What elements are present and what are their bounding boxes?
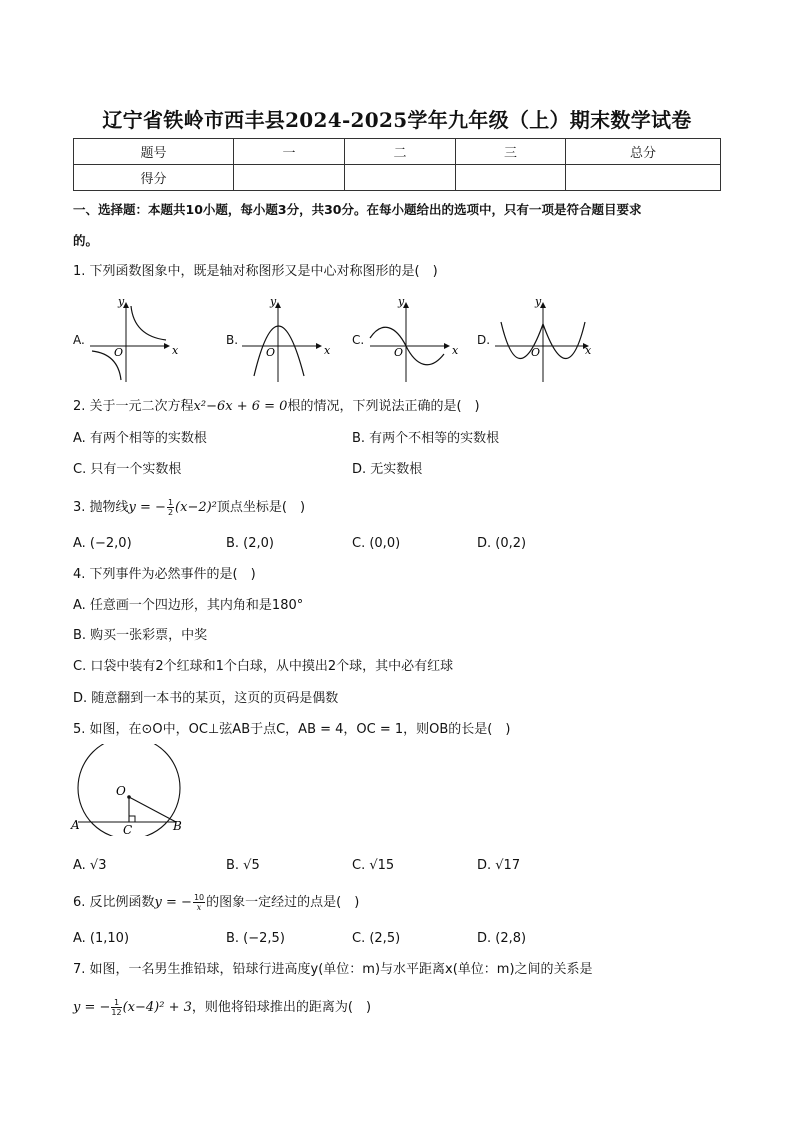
origin-label: O	[266, 346, 276, 359]
fraction-numerator: 10	[193, 893, 205, 902]
segment-ob	[129, 797, 176, 822]
q7-fraction	[111, 998, 121, 1017]
score-header-cell: 二	[345, 139, 456, 165]
score-row-label: 得分	[74, 165, 234, 191]
q2-option-a: A. 有两个相等的实数根	[73, 431, 207, 446]
origin-label: O	[114, 346, 124, 359]
q5-option-c: C. √15	[352, 858, 395, 873]
fraction-numerator: 1	[111, 998, 121, 1008]
q3-stem-pre: 3. 抛物线	[73, 500, 129, 515]
y-label: y	[118, 296, 125, 308]
right-angle-mark	[129, 816, 135, 822]
q3-stem	[73, 498, 305, 517]
score-cell	[234, 165, 345, 191]
y-label: y	[535, 296, 542, 308]
q4-option-d: D. 随意翻到一本书的某页，这页的页码是偶数	[73, 691, 339, 706]
x-arrow-icon	[316, 343, 322, 349]
x-label: x	[324, 344, 331, 357]
q6-option-b: B. (−2,5)	[226, 931, 285, 946]
center-point	[127, 795, 131, 799]
score-cell	[456, 165, 566, 191]
q1-option-b-label: B.	[226, 333, 239, 347]
q6-stem	[73, 893, 359, 912]
q6-stem-post: 的图象一定经过的点是( )	[206, 895, 360, 910]
label-c: C	[123, 823, 133, 836]
x-arrow-icon	[164, 343, 170, 349]
score-header-cell: 一	[234, 139, 345, 165]
score-table-header-row	[74, 139, 721, 165]
curve	[131, 306, 166, 340]
q6-option-d: D. (2,8)	[477, 931, 527, 946]
x-arrow-icon	[444, 343, 450, 349]
exam-title: 辽宁省铁岭市西丰县2024-2025学年九年级（上）期末数学试卷	[102, 108, 692, 132]
fraction-denominator: 12	[111, 1008, 122, 1017]
q2-option-b: B. 有两个不相等的实数根	[352, 431, 500, 446]
label-b: B	[173, 819, 182, 833]
y-label: y	[398, 296, 405, 308]
q5-option-d: D. √17	[477, 858, 521, 873]
q1-option-a-label: A.	[73, 333, 85, 347]
q3-fraction	[167, 498, 174, 517]
q7-stem-line1: 7. 如图，一名男生推铅球，铅球行进高度y(单位：m)与水平距离x(单位：m)之间的关系是	[73, 962, 593, 977]
q6-option-c: C. (2,5)	[352, 931, 401, 946]
x-label: x	[585, 344, 592, 357]
score-cell	[566, 165, 721, 191]
fraction-denominator: 2	[167, 508, 174, 517]
fraction-denominator: x	[196, 903, 202, 912]
q1-graph-b	[240, 296, 335, 384]
q4-stem: 4. 下列事件为必然事件的是( )	[73, 567, 256, 582]
q7-stem-post: ，则他将铅球推出的距离为( )	[191, 1000, 372, 1015]
q2-stem-pre: 2. 关于一元二次方程	[73, 399, 194, 414]
q5-circle-figure	[70, 744, 190, 836]
q2-stem	[73, 398, 480, 416]
score-table-score-row	[74, 165, 721, 191]
q4-option-c: C. 口袋中装有2个红球和1个白球，从中摸出2个球，其中必有红球	[73, 659, 454, 674]
score-header-cell: 总分	[566, 139, 721, 165]
q3-stem-post: 顶点坐标是( )	[216, 500, 306, 515]
q7-eq-post: (x−4)² + 3	[122, 1000, 192, 1015]
q5-option-a: A. √3	[73, 858, 107, 873]
score-table	[73, 138, 721, 191]
q1-stem: 1. 下列函数图象中，既是轴对称图形又是中心对称图形的是( )	[73, 264, 438, 279]
q2-stem-post: 根的情况，下列说法正确的是( )	[287, 399, 480, 414]
q1-option-d-label: D.	[477, 333, 491, 347]
q6-fraction	[193, 893, 205, 912]
q3-option-b: B. (2,0)	[226, 536, 275, 551]
q2-equation: x²−6x + 6 = 0	[193, 399, 288, 414]
q3-option-a: A. (−2,0)	[73, 536, 132, 551]
x-label: x	[172, 344, 179, 357]
q4-option-b: B. 购买一张彩票，中奖	[73, 628, 208, 643]
q7-eq-pre: y = −	[73, 1000, 111, 1015]
score-cell	[345, 165, 456, 191]
label-o: O	[116, 784, 126, 798]
score-header-cell: 题号	[74, 139, 234, 165]
score-header-cell: 三	[456, 139, 566, 165]
section-heading-line1: 一、选择题：本题共10小题，每小题3分，共30分。在每小题给出的选项中，只有一项是符合题目要求	[73, 202, 642, 217]
q3-eq-post: (x−2)²	[175, 500, 217, 515]
origin-label: O	[394, 346, 404, 359]
curve	[254, 326, 304, 376]
q6-stem-pre: 6. 反比例函数	[73, 895, 155, 910]
q5-stem: 5. 如图，在⊙O中，OC⊥弦AB于点C，AB = 4，OC = 1，则OB的长是( )	[73, 722, 511, 737]
q1-graph-a	[88, 296, 183, 384]
origin-label: O	[531, 346, 541, 359]
q3-option-c: C. (0,0)	[352, 536, 401, 551]
label-a: A	[71, 818, 80, 832]
q6-option-a: A. (1,10)	[73, 931, 130, 946]
y-label: y	[270, 296, 277, 308]
q1-graph-d	[493, 296, 598, 384]
fraction-numerator: 1	[167, 498, 174, 507]
q3-option-d: D. (0,2)	[477, 536, 527, 551]
section-heading-line2: 的。	[73, 233, 99, 248]
q7-stem-line2	[73, 998, 371, 1017]
x-label: x	[452, 344, 459, 357]
q3-eq-pre: y = −	[128, 500, 166, 515]
q4-option-a: A. 任意画一个四边形，其内角和是180°	[73, 598, 304, 613]
q5-option-b: B. √5	[226, 858, 260, 873]
q2-option-d: D. 无实数根	[352, 462, 423, 477]
q6-eq-pre: y = −	[154, 895, 192, 910]
q1-option-c-label: C.	[352, 333, 365, 347]
q1-graph-c	[368, 296, 463, 384]
q2-option-c: C. 只有一个实数根	[73, 462, 182, 477]
